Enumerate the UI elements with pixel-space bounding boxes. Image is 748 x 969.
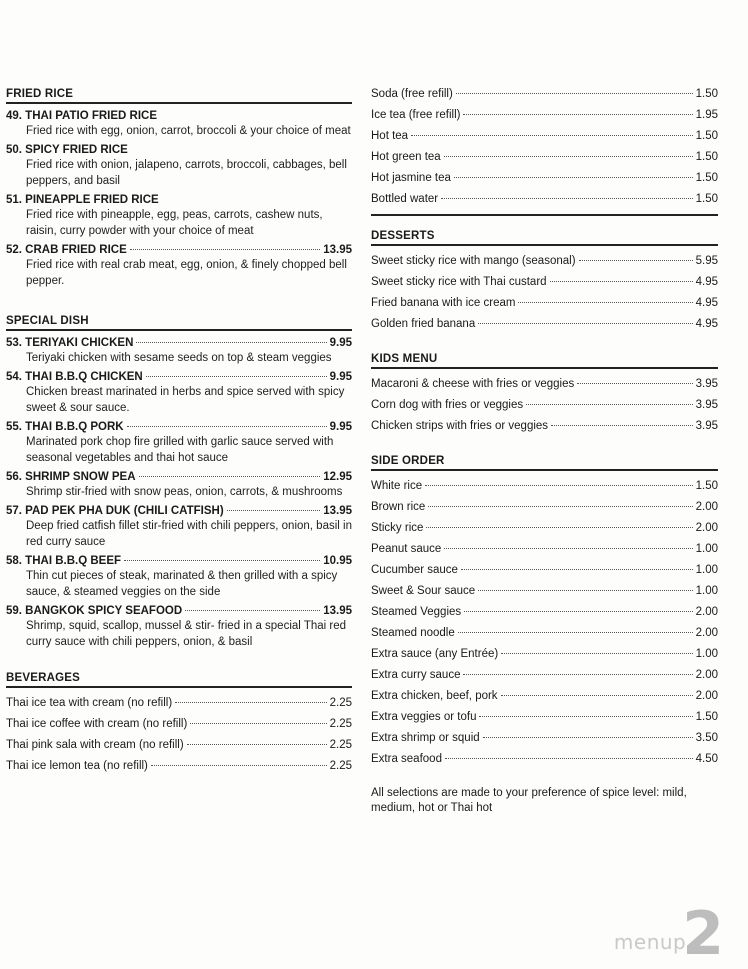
item-name: Bottled water: [371, 193, 439, 205]
menu-item-header: [6, 420, 352, 434]
menu-item-header: [6, 370, 352, 384]
item-name: White rice: [371, 480, 423, 492]
price-row: [6, 735, 352, 756]
price-row: [371, 539, 718, 560]
dot-leader: [130, 249, 320, 250]
section-title: KIDS MENU: [371, 353, 718, 369]
menu-item-price: 9.95: [329, 337, 352, 349]
item-price: 3.95: [695, 420, 718, 432]
dot-leader: [227, 510, 321, 511]
price-list: [6, 693, 352, 777]
dot-leader: [151, 765, 327, 766]
left-column: [6, 88, 352, 777]
section-title: DESSERTS: [371, 230, 718, 246]
item-price: 1.50: [695, 480, 718, 492]
item-name: Extra seafood: [371, 753, 442, 765]
menu-item-name: 50. SPICY FRIED RICE: [6, 144, 128, 156]
item-name: Peanut sauce: [371, 543, 442, 555]
item-name: Sweet & Sour sauce: [371, 585, 476, 597]
menu-item-name: 56. SHRIMP SNOW PEA: [6, 471, 136, 483]
menu-item-description: Shrimp stir-fried with snow peas, onion, carrots, & mushrooms: [26, 486, 343, 498]
dot-leader: [579, 260, 693, 261]
dot-leader: [185, 610, 320, 611]
menu-item-description: Thin cut pieces of steak, marinated & then grilled with a spicy sauce, & steamed veggies on the side: [26, 570, 338, 598]
dish-list: [6, 336, 352, 650]
dot-leader: [411, 135, 693, 136]
menu-item: [6, 604, 352, 650]
dot-leader: [124, 560, 320, 561]
item-name: Thai pink sala with cream (no refill): [6, 739, 184, 751]
dot-leader: [461, 569, 693, 570]
right-column: [371, 86, 718, 816]
price-list: [371, 374, 718, 437]
menu-item-header: [6, 504, 352, 518]
menu-item-name: 49. THAI PATIO FRIED RICE: [6, 110, 158, 122]
menu-item-header: [6, 243, 352, 257]
price-row: [371, 374, 718, 395]
item-name: Golden fried banana: [371, 318, 476, 330]
item-name: Hot green tea: [371, 151, 441, 163]
price-row: [371, 644, 718, 665]
item-name: Extra sauce (any Entrée): [371, 648, 499, 660]
menu-item: [6, 370, 352, 416]
menu-item-header: [6, 554, 352, 568]
item-name: Ice tea (free refill): [371, 109, 461, 121]
item-name: Cucumber sauce: [371, 564, 458, 576]
dot-leader: [478, 590, 692, 591]
dot-leader: [464, 611, 692, 612]
price-row: [371, 416, 718, 437]
item-price: 2.00: [695, 627, 718, 639]
side-order-section: [371, 455, 718, 770]
price-row: [371, 189, 718, 210]
item-name: Soda (free refill): [371, 88, 453, 100]
dot-leader: [463, 674, 692, 675]
item-name: Extra chicken, beef, pork: [371, 690, 498, 702]
price-row: [371, 497, 718, 518]
price-row: [371, 476, 718, 497]
menu-item: [6, 554, 352, 600]
menu-item-price: 12.95: [323, 471, 352, 483]
menu-item-description: Fried rice with pineapple, egg, peas, carrots, cashew nuts, raisin, curry powder with your choice of meat: [26, 209, 323, 237]
menu-item: [6, 470, 352, 500]
dot-leader: [483, 737, 693, 738]
desserts-section: [371, 230, 718, 335]
dot-leader: [445, 758, 693, 759]
item-price: 2.00: [695, 522, 718, 534]
item-name: Extra veggies or tofu: [371, 711, 477, 723]
dot-leader: [479, 716, 692, 717]
menu-item-name: 55. THAI B.B.Q PORK: [6, 421, 124, 433]
kids-menu-section: [371, 353, 718, 437]
price-row: [6, 714, 352, 735]
dot-leader: [426, 527, 692, 528]
dot-leader: [127, 426, 327, 427]
menu-item-name: 52. CRAB FRIED RICE: [6, 244, 127, 256]
dot-leader: [454, 177, 693, 178]
dot-leader: [526, 404, 692, 405]
menu-item-name: 59. BANGKOK SPICY SEAFOOD: [6, 605, 183, 617]
menu-item-header: [6, 336, 352, 350]
item-price: 1.00: [695, 564, 718, 576]
spice-level-note: All selections are made to your preference of spice level: mild, medium, hot or Thai hot: [371, 787, 687, 814]
menu-item-header: [6, 604, 352, 618]
item-price: 4.95: [695, 276, 718, 288]
item-name: Brown rice: [371, 501, 426, 513]
item-name: Thai ice coffee with cream (no refill): [6, 718, 188, 730]
beverages-section: [6, 672, 352, 777]
dot-leader: [456, 93, 693, 94]
price-row: [371, 707, 718, 728]
price-list: [371, 251, 718, 335]
item-name: Corn dog with fries or veggies: [371, 399, 524, 411]
item-price: 3.95: [695, 399, 718, 411]
item-name: Steamed noodle: [371, 627, 455, 639]
dot-leader: [428, 506, 692, 507]
item-price: 4.95: [695, 297, 718, 309]
item-price: 4.95: [695, 318, 718, 330]
price-row: [371, 168, 718, 189]
menu-item: [6, 420, 352, 466]
menu-item-description: Deep fried catfish fillet stir-fried with chili peppers, onion, basil in red curry sauce: [26, 520, 352, 548]
dot-leader: [463, 114, 692, 115]
dot-leader: [551, 425, 693, 426]
menu-item-price: 9.95: [329, 421, 352, 433]
item-price: 2.00: [695, 606, 718, 618]
item-price: 1.00: [695, 585, 718, 597]
item-name: Chicken strips with fries or veggies: [371, 420, 549, 432]
item-price: 1.50: [695, 151, 718, 163]
item-name: Thai ice lemon tea (no refill): [6, 760, 148, 772]
menu-item-name: 57. PAD PEK PHA DUK (CHILI CATFISH): [6, 505, 224, 517]
watermark-number: 2: [682, 899, 724, 969]
menu-item-description: Fried rice with onion, jalapeno, carrots, broccoli, cabbages, bell peppers, and basil: [26, 159, 347, 187]
dot-leader: [518, 302, 692, 303]
price-row: [371, 749, 718, 770]
item-price: 1.95: [695, 109, 718, 121]
watermark-text: menup: [613, 930, 687, 954]
price-row: [371, 728, 718, 749]
item-price: 2.00: [695, 669, 718, 681]
dot-leader: [425, 485, 692, 486]
menu-item-price: 13.95: [323, 605, 352, 617]
dot-leader: [444, 548, 692, 549]
menu-item-description: Shrimp, squid, scallop, mussel & stir- fried in a special Thai red curry sauce with chili peppers, onion, & basil: [26, 620, 347, 648]
item-price: 2.00: [695, 690, 718, 702]
dot-leader: [458, 632, 693, 633]
dot-leader: [175, 702, 326, 703]
menu-item-price: 10.95: [323, 555, 352, 567]
dish-list: [6, 109, 352, 289]
item-price: 1.50: [695, 172, 718, 184]
section-title: SPECIAL DISH: [6, 315, 352, 331]
price-row: [371, 686, 718, 707]
price-row: [371, 251, 718, 272]
menu-item-header: [6, 470, 352, 484]
price-list: [371, 476, 718, 770]
menu-item-description: Marinated pork chop fire grilled with garlic sauce served with seasonal vegetables and thai hot sauce: [26, 436, 334, 464]
price-row: [6, 756, 352, 777]
price-row: [371, 560, 718, 581]
item-price: 4.50: [695, 753, 718, 765]
item-name: Sweet sticky rice with Thai custard: [371, 276, 547, 288]
menu-item-name: 54. THAI B.B.Q CHICKEN: [6, 371, 143, 383]
menu-item-header: [6, 193, 352, 207]
price-row: [371, 395, 718, 416]
item-price: 2.25: [329, 718, 352, 730]
item-name: Fried banana with ice cream: [371, 297, 516, 309]
dot-leader: [146, 376, 327, 377]
price-list: [371, 84, 718, 210]
item-price: 1.50: [695, 711, 718, 723]
item-price: 5.95: [695, 255, 718, 267]
menu-item: [6, 243, 352, 289]
menu-item-description: Fried rice with real crab meat, egg, onion, & finely chopped bell pepper.: [26, 259, 347, 287]
price-row: [371, 147, 718, 168]
dot-leader: [478, 323, 692, 324]
item-price: 3.50: [695, 732, 718, 744]
item-price: 2.00: [695, 501, 718, 513]
item-name: Extra curry sauce: [371, 669, 461, 681]
item-price: 2.25: [329, 760, 352, 772]
fried-rice-section: [6, 88, 352, 289]
price-row: [371, 293, 718, 314]
item-name: Sticky rice: [371, 522, 424, 534]
menu-item: [6, 143, 352, 189]
section-title: BEVERAGES: [6, 672, 352, 688]
price-row: [6, 693, 352, 714]
item-name: Macaroni & cheese with fries or veggies: [371, 378, 575, 390]
menu-item-description: Chicken breast marinated in herbs and spice served with spicy sweet & sour sauce.: [26, 386, 345, 414]
menu-item: [6, 193, 352, 239]
menu-item-description: Fried rice with egg, onion, carrot, broccoli & your choice of meat: [26, 125, 351, 137]
section-title: SIDE ORDER: [371, 455, 718, 471]
price-row: [371, 518, 718, 539]
menu-item-description: Teriyaki chicken with sesame seeds on top & steam veggies: [26, 352, 332, 364]
price-row: [371, 272, 718, 293]
item-price: 1.00: [695, 543, 718, 555]
item-price: 2.25: [329, 697, 352, 709]
item-name: Thai ice tea with cream (no refill): [6, 697, 173, 709]
menu-item: [6, 109, 352, 139]
item-name: Sweet sticky rice with mango (seasonal): [371, 255, 576, 267]
price-row: [371, 602, 718, 623]
menu-item-name: 53. TERIYAKI CHICKEN: [6, 337, 134, 349]
dot-leader: [139, 476, 321, 477]
item-price: 3.95: [695, 378, 718, 390]
item-name: Hot jasmine tea: [371, 172, 451, 184]
menu-item-header: [6, 143, 352, 157]
item-price: 1.50: [695, 130, 718, 142]
menu-item-price: 13.95: [323, 244, 352, 256]
price-row: [371, 126, 718, 147]
dot-leader: [577, 383, 692, 384]
item-price: 2.25: [329, 739, 352, 751]
item-name: Extra shrimp or squid: [371, 732, 480, 744]
dot-leader: [444, 156, 693, 157]
item-price: 1.50: [695, 88, 718, 100]
section-title: FRIED RICE: [6, 88, 352, 104]
menu-item-price: 13.95: [323, 505, 352, 517]
special-dish-section: [6, 315, 352, 650]
menu-item-header: [6, 109, 352, 123]
menu-item-name: 51. PINEAPPLE FRIED RICE: [6, 194, 159, 206]
dot-leader: [501, 653, 692, 654]
item-price: 1.00: [695, 648, 718, 660]
menu-item-price: 9.95: [329, 371, 352, 383]
price-row: [371, 665, 718, 686]
price-row: [371, 84, 718, 105]
menu-item: [6, 336, 352, 366]
menupix-watermark: [613, 899, 724, 969]
dot-leader: [550, 281, 693, 282]
dot-leader: [441, 198, 692, 199]
price-row: [371, 105, 718, 126]
price-row: [371, 623, 718, 644]
drinks-section: [371, 84, 718, 216]
item-name: Steamed Veggies: [371, 606, 462, 618]
menu-item: [6, 504, 352, 550]
dot-leader: [187, 744, 327, 745]
price-row: [371, 581, 718, 602]
menu-item-name: 58. THAI B.B.Q BEEF: [6, 555, 122, 567]
item-name: Hot tea: [371, 130, 409, 142]
dot-leader: [501, 695, 693, 696]
price-row: [371, 314, 718, 335]
dot-leader: [190, 723, 326, 724]
item-price: 1.50: [695, 193, 718, 205]
dot-leader: [136, 342, 326, 343]
